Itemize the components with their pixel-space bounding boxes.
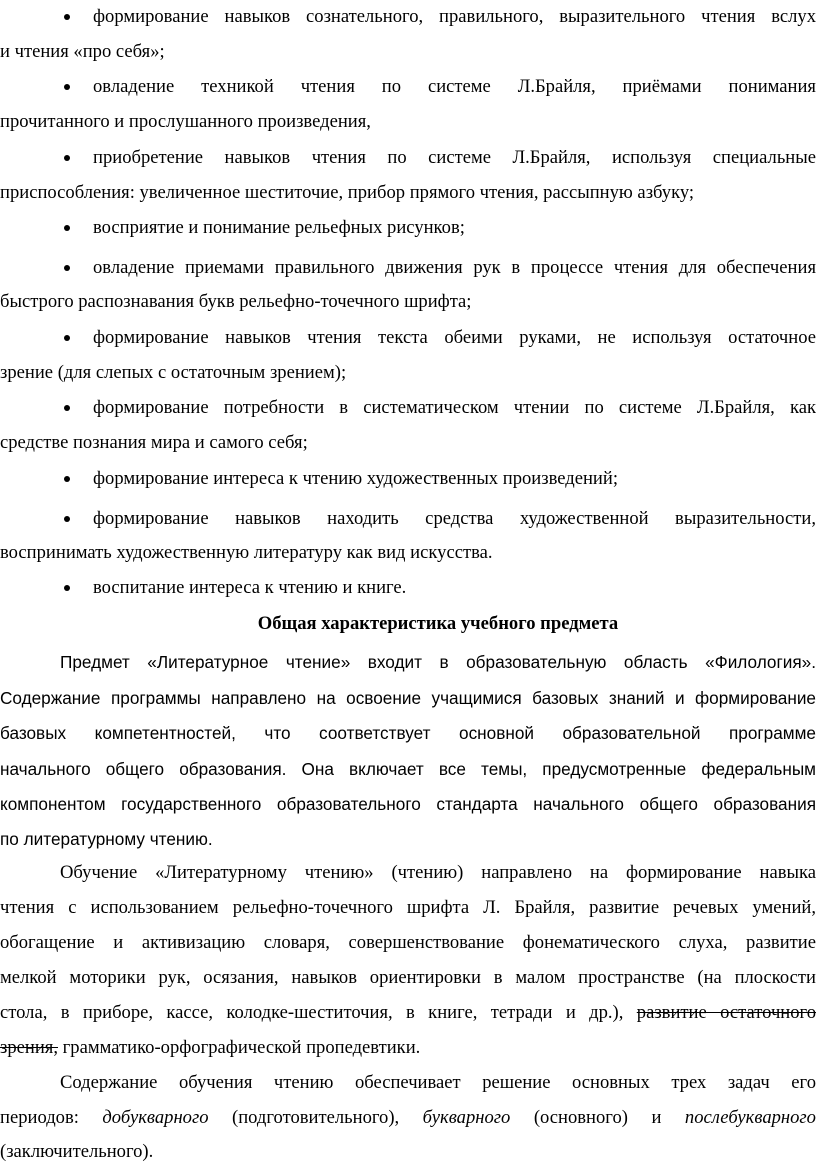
bullet-line: овладение техникой чтения по системе Л.Брайля, приёмами понимания [93,76,816,97]
paragraph-line [0,1034,420,1062]
paragraph-line: мелкой моторики рук, осязания, навыков ориентировки в малом пространстве (на плоскости [0,967,816,988]
struck-text: развитие остаточного [636,1002,816,1023]
bullet-line-cont: зрение (для слепых с остаточным зрением); [0,362,347,383]
bullet-icon [60,581,74,595]
bullet-icon [60,331,74,345]
paragraph-text: грамматико-орфографической пропедевтики. [58,1037,421,1058]
paragraph-line: базовых компетентностей, что соответствует основной образовательной программе [0,723,816,743]
bullet-icon [60,80,74,94]
paragraph-line: Содержание обучения чтению обеспечивает решение основных трех задач его [60,1072,816,1093]
section-heading: Общая характеристика учебного предмета [257,613,619,634]
bullet-line-cont: прочитанного и прослушанного произведения, [0,111,371,132]
bullet-line-cont: средстве познания мира и самого себя; [0,432,308,453]
bullet-line: восприятие и понимание рельефных рисунков; [93,217,465,238]
paragraph-line: Предмет «Литературное чтение» входит в образовательную область «Филология». [60,652,816,672]
bullet-line-cont: быстрого распознавания букв рельефно-точечного шрифта; [0,291,472,312]
paragraph-line: компонентом государственного образовательного стандарта начального общего образования [0,794,816,814]
paragraph-line: по литературному чтению. [0,829,213,849]
paragraph-text: стола, в приборе, кассе, колодке-шеститочия, в книге, тетради и др.), [0,1002,624,1023]
paragraph-line: Содержание программы направлено на освоение учащимися базовых знаний и формирование [0,688,816,708]
bullet-icon [60,512,74,526]
bullet-line: формирование навыков чтения текста обеими руками, не используя остаточное [93,327,816,348]
bullet-icon [60,10,74,24]
bullet-line: формирование навыков находить средства художественной выразительности, [93,508,816,529]
paragraph-line: чтения с использованием рельефно-точечного шрифта Л. Брайля, развитие речевых умений, [0,897,816,918]
bullet-line: формирование навыков сознательного, правильного, выразительного чтения вслух [93,6,816,27]
paragraph-line: обогащение и активизацию словаря, совершенствование фонематического слуха, развитие [0,932,816,953]
paragraph-line: начального общего образования. Она включает все темы, предусмотренные федеральным [0,759,816,779]
bullet-line: формирование интереса к чтению художественных произведений; [93,468,619,489]
bullet-line-cont: воспринимать художественную литературу как вид искусства. [0,542,493,563]
paragraph-line: Обучение «Литературному чтению» (чтению) направлено на формирование навыка [60,862,816,883]
bullet-line: воспитание интереса к чтению и книге. [93,577,407,598]
italic-term: букварного [422,1107,511,1128]
bullet-line: овладение приемами правильного движения рук в процессе чтения для обеспечения [93,257,816,278]
bullet-icon [60,261,74,275]
bullet-icon [60,472,74,486]
paragraph-line: (заключительного). [0,1141,154,1162]
bullet-line: формирование потребности в систематическом чтении по системе Л.Брайля, как [93,397,816,418]
paragraph-line [0,999,816,1027]
paragraph-line [0,1104,816,1132]
bullet-line-cont: и чтения «про себя»; [0,41,165,62]
struck-text: зрения, [0,1037,58,1058]
paragraph-text: периодов: [0,1107,79,1128]
italic-term: послебукварного [684,1107,816,1128]
paragraph-text: (подготовительного), [232,1107,400,1128]
bullet-icon [60,401,74,415]
bullet-line-cont: приспособления: увеличенное шеститочие, прибор прямого чтения, рассыпную азбуку; [0,182,695,203]
paragraph-text: (основного) и [533,1107,662,1128]
bullet-line: приобретение навыков чтения по системе Л.Брайля, используя специальные [93,147,816,168]
bullet-icon [60,221,74,235]
italic-term: добукварного [102,1107,209,1128]
bullet-icon [60,151,74,165]
